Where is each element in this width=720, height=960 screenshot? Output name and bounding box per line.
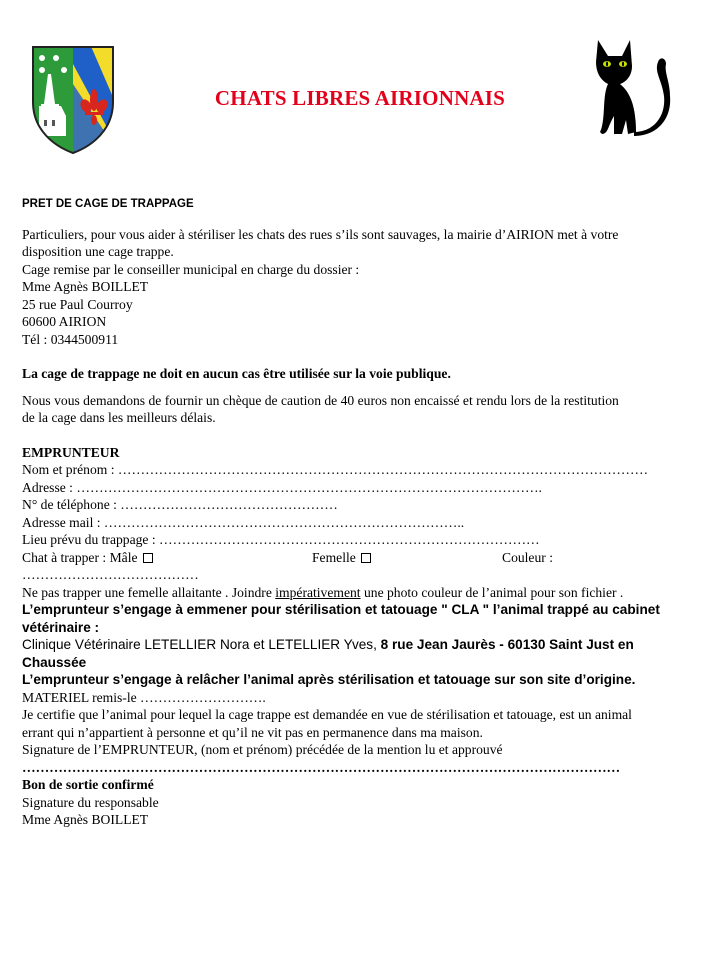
imperative-word: impérativement (275, 584, 361, 600)
male-checkbox[interactable] (143, 553, 153, 563)
intro-line: disposition une cage trappe. (22, 244, 174, 259)
nursing-note: Ne pas trapper une femelle allaitante . Joindre impérativement une photo couleur de l’animal pour son fichier . (22, 584, 624, 600)
deposit-line: de la cage dans les meilleurs délais. (22, 410, 216, 425)
section-heading: PRET DE CAGE DE TRAPPAGE (22, 198, 194, 210)
certification-line: errant qui n’appartient à personne et qu’il ne vit pas en permanence dans ma maison. (22, 724, 483, 740)
release-commitment: L’emprunteur s’engage à relâcher l’animal après stérilisation et tatouage sur son site d’origine. (22, 672, 636, 687)
responsible-name: Mme Agnès BOILLET (22, 812, 149, 827)
color-field[interactable]: ………………………………… (22, 567, 199, 582)
borrower-heading: EMPRUNTEUR (22, 444, 120, 460)
color-label: Couleur : (502, 549, 553, 565)
document-title: CHATS LIBRES AIRIONNAIS (214, 86, 506, 110)
clinic-info: Clinique Vétérinaire LETELLIER Nora et LETELLIER Yves, 8 rue Jean Jaurès - 60130 Saint Just en (22, 637, 634, 652)
female-label: Femelle (312, 549, 356, 565)
clinic-city: Chaussée (22, 654, 87, 670)
name-field[interactable]: Nom et prénom : ……………………………………………………………………………………………………… (22, 462, 649, 477)
certification-line: Je certifie que l’animal pour lequel la cage trappe est demandée en vue de stérilisation et tatouage, est un animal (22, 707, 632, 722)
sterilization-commitment: vétérinaire : (22, 619, 100, 635)
place-field[interactable]: Lieu prévu du trappage : ………………………………………………………………………… (22, 532, 540, 547)
responsible-signature-label: Signature du responsable (22, 794, 159, 810)
signature-field[interactable]: …………………………………………………………………………………………………………………… (22, 759, 621, 775)
male-label: Chat à trapper : Mâle (22, 549, 138, 565)
intro-line: Cage remise par le conseiller municipal en charge du dossier : (22, 261, 360, 277)
intro-line: Particuliers, pour vous aider à stériliser les chats des rues s’ils sont sauvages, la mairie d’AIRION met à votre (22, 226, 619, 242)
cat-sex-row (22, 549, 698, 567)
contact-name: Mme Agnès BOILLET (22, 279, 149, 294)
sterilization-commitment: L’emprunteur s’engage à emmener pour stérilisation et tatouage " CLA " l’animal trappé au cabinet (22, 602, 660, 617)
phone-field[interactable]: N° de téléphone : ………………………………………… (22, 497, 338, 512)
contact-city: 60600 AIRION (22, 314, 107, 329)
public-road-warning: La cage de trappage ne doit en aucun cas être utilisée sur la voie publique. (22, 366, 451, 381)
document-body (22, 196, 698, 829)
address-field[interactable]: Adresse : …………………………………………………………………………………………. (22, 479, 542, 495)
contact-phone: Tél : 0344500911 (22, 331, 119, 347)
black-cat-icon (592, 36, 674, 138)
deposit-line: Nous vous demandons de fournir un chèque de caution de 40 euros non encaissé et rendu lors de la restitution (22, 392, 619, 408)
signature-label: Signature de l’EMPRUNTEUR, (nom et prénom) précédée de la mention lu et approuvé (22, 742, 503, 757)
exit-confirmed: Bon de sortie confirmé (22, 777, 154, 792)
email-field[interactable]: Adresse mail : …………………………………………………………………….. (22, 514, 465, 530)
material-field[interactable]: MATERIEL remis-le ………………………. (22, 689, 266, 705)
contact-street: 25 rue Paul Courroy (22, 296, 133, 312)
female-checkbox[interactable] (361, 553, 371, 563)
